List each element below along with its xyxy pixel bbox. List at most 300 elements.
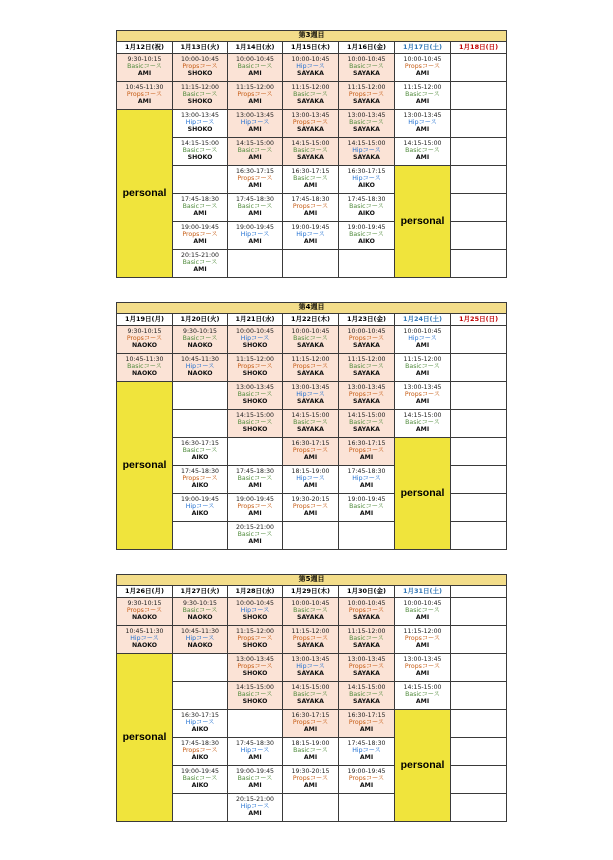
slot-course: Basicコース: [405, 607, 440, 615]
class-slot[interactable]: [339, 766, 395, 794]
day-header: [451, 586, 507, 598]
slot-instructor: SAYAKA: [297, 669, 324, 677]
slot-time: 10:00-10:45: [291, 600, 330, 608]
slot-instructor: AMI: [248, 781, 262, 789]
day-header: 1月26日(月): [117, 586, 173, 598]
empty-slot: [451, 766, 507, 794]
empty-slot: [451, 110, 507, 138]
class-slot[interactable]: [173, 138, 228, 166]
slot-instructor: AMI: [248, 97, 262, 105]
class-slot[interactable]: [283, 326, 339, 354]
empty-slot: [451, 626, 507, 654]
personal-block: personal: [395, 438, 451, 550]
class-slot[interactable]: [339, 326, 395, 354]
class-slot[interactable]: [283, 166, 339, 194]
slot-course: Propsコース: [292, 635, 329, 643]
slot-course: Propsコース: [292, 503, 329, 511]
day-header: 1月14日(水): [228, 42, 283, 54]
slot-course: Basicコース: [293, 691, 328, 699]
slot-instructor: AMI: [415, 97, 430, 105]
slot-time: 19:00-19:45: [347, 224, 386, 232]
slot-time: 18:15-19:00: [291, 468, 330, 476]
slot-course: Propsコース: [348, 91, 385, 99]
class-slot[interactable]: [283, 82, 339, 110]
class-slot[interactable]: [395, 110, 451, 138]
class-slot[interactable]: [173, 738, 228, 766]
slot-instructor: AMI: [415, 697, 430, 705]
slot-time: 14:15-15:00: [347, 412, 386, 420]
class-slot[interactable]: [283, 654, 339, 682]
slot-instructor: SHOKO: [242, 369, 268, 377]
slot-instructor: SHOKO: [242, 341, 268, 349]
class-slot[interactable]: [339, 654, 395, 682]
slot-course: Basicコース: [405, 147, 440, 155]
class-slot[interactable]: [228, 166, 283, 194]
day-header: 1月25日(日): [451, 314, 507, 326]
slot-course: Basicコース: [182, 447, 218, 455]
class-slot[interactable]: [339, 682, 395, 710]
week-title: 第5週目: [117, 575, 507, 586]
class-slot[interactable]: [173, 222, 228, 250]
slot-instructor: AMI: [137, 69, 152, 77]
empty-slot: [451, 382, 507, 410]
class-slot[interactable]: [339, 710, 395, 738]
class-slot[interactable]: [283, 710, 339, 738]
class-slot[interactable]: [228, 110, 283, 138]
slot-instructor: SAYAKA: [353, 341, 380, 349]
slot-instructor: SAYAKA: [297, 341, 324, 349]
slot-instructor: AMI: [303, 725, 318, 733]
slot-course: Basicコース: [182, 91, 218, 99]
slot-course: Propsコース: [404, 635, 441, 643]
slot-instructor: SAYAKA: [297, 697, 324, 705]
day-header: 1月29日(木): [283, 586, 339, 598]
class-slot[interactable]: [339, 82, 395, 110]
slot-time: 14:15-15:00: [291, 684, 330, 692]
class-slot[interactable]: [228, 410, 283, 438]
slot-time: 9:30-10:15: [127, 328, 162, 336]
empty-slot: [451, 466, 507, 494]
class-slot[interactable]: [117, 598, 173, 626]
class-slot[interactable]: [395, 138, 451, 166]
class-slot[interactable]: [339, 54, 395, 82]
slot-time: 17:45-18:30: [347, 468, 386, 476]
slot-instructor: AMI: [415, 669, 430, 677]
slot-instructor: SAYAKA: [297, 425, 324, 433]
class-slot[interactable]: [228, 138, 283, 166]
slot-course: Propsコース: [348, 663, 385, 671]
class-slot[interactable]: [173, 494, 228, 522]
slot-time: 16:30-17:15: [291, 712, 330, 720]
class-slot[interactable]: [173, 354, 228, 382]
class-slot[interactable]: [283, 738, 339, 766]
class-slot[interactable]: [117, 326, 173, 354]
class-slot[interactable]: [395, 54, 451, 82]
slot-time: 19:00-19:45: [291, 224, 330, 232]
slot-course: Hipコース: [296, 391, 325, 399]
slot-course: Basicコース: [237, 775, 273, 783]
week-4-schedule: [116, 302, 507, 550]
slot-instructor: AMI: [415, 641, 430, 649]
slot-instructor: AMI: [248, 509, 262, 517]
class-slot[interactable]: [173, 438, 228, 466]
slot-course: Propsコース: [237, 175, 273, 183]
slot-course: Propsコース: [292, 363, 329, 371]
slot-time: 19:30-20:15: [291, 496, 330, 504]
class-slot[interactable]: [339, 222, 395, 250]
slot-time: 11:15-12:00: [236, 84, 274, 92]
slot-time: 19:00-19:45: [236, 224, 274, 232]
slot-instructor: SAYAKA: [353, 397, 380, 405]
slot-time: 16:30-17:15: [291, 168, 330, 176]
class-slot[interactable]: [283, 110, 339, 138]
slot-course: Propsコース: [292, 447, 329, 455]
slot-instructor: NAOKO: [131, 641, 157, 649]
empty-slot: [339, 522, 395, 550]
slot-time: 19:30-20:15: [291, 768, 330, 776]
slot-course: Propsコース: [126, 335, 163, 343]
day-header: 1月17日(土): [395, 42, 451, 54]
class-slot[interactable]: [339, 626, 395, 654]
class-slot[interactable]: [228, 654, 283, 682]
class-slot[interactable]: [283, 138, 339, 166]
slot-course: Propsコース: [348, 391, 385, 399]
slot-instructor: SAYAKA: [353, 425, 380, 433]
class-slot[interactable]: [339, 110, 395, 138]
class-slot[interactable]: [283, 438, 339, 466]
slot-time: 13:00-13:45: [347, 656, 386, 664]
slot-time: 14:15-15:00: [347, 140, 386, 148]
slot-course: Basicコース: [293, 175, 328, 183]
slot-course: Propsコース: [292, 203, 329, 211]
slot-time: 9:30-10:15: [183, 600, 217, 608]
class-slot[interactable]: [339, 138, 395, 166]
class-slot[interactable]: [228, 466, 283, 494]
class-slot[interactable]: [173, 598, 228, 626]
empty-slot: [451, 54, 507, 82]
class-slot[interactable]: [228, 194, 283, 222]
slot-time: 19:00-19:45: [236, 496, 274, 504]
slot-instructor: SAYAKA: [353, 97, 380, 105]
slot-time: 10:00-10:45: [181, 56, 219, 64]
class-slot[interactable]: [395, 682, 451, 710]
slot-course: Hipコース: [408, 335, 437, 343]
slot-instructor: AMI: [248, 209, 262, 217]
slot-course: Propsコース: [182, 475, 218, 483]
slot-time: 11:15-12:00: [347, 84, 386, 92]
class-slot[interactable]: [173, 710, 228, 738]
class-slot[interactable]: [339, 194, 395, 222]
class-slot[interactable]: [283, 626, 339, 654]
class-slot[interactable]: [173, 82, 228, 110]
class-slot[interactable]: [339, 354, 395, 382]
slot-instructor: AIKO: [191, 509, 209, 517]
slot-instructor: AMI: [303, 509, 318, 517]
empty-slot: [451, 794, 507, 822]
empty-slot: [451, 250, 507, 278]
class-slot[interactable]: [395, 382, 451, 410]
slot-time: 10:45-11:30: [181, 356, 219, 364]
slot-course: Basicコース: [349, 419, 384, 427]
day-header: 1月16日(金): [339, 42, 395, 54]
slot-time: 11:15-12:00: [291, 84, 330, 92]
slot-course: Propsコース: [126, 91, 163, 99]
slot-instructor: SHOKO: [187, 69, 213, 77]
class-slot[interactable]: [228, 382, 283, 410]
slot-instructor: NAOKO: [187, 369, 213, 377]
day-header: 1月18日(日): [451, 42, 507, 54]
slot-time: 14:15-15:00: [291, 412, 330, 420]
slot-instructor: SHOKO: [242, 697, 268, 705]
slot-course: Basicコース: [405, 91, 440, 99]
slot-time: 10:45-11:30: [125, 356, 164, 364]
slot-course: Basicコース: [237, 419, 273, 427]
empty-slot: [451, 654, 507, 682]
slot-course: Basicコース: [293, 147, 328, 155]
slot-instructor: SAYAKA: [353, 697, 380, 705]
class-slot[interactable]: [339, 598, 395, 626]
class-slot[interactable]: [283, 410, 339, 438]
empty-slot: [451, 522, 507, 550]
class-slot[interactable]: [228, 326, 283, 354]
class-slot[interactable]: [395, 598, 451, 626]
slot-course: Hipコース: [240, 119, 270, 127]
slot-instructor: SAYAKA: [297, 153, 324, 161]
slot-time: 19:00-19:45: [181, 768, 219, 776]
class-slot[interactable]: [283, 466, 339, 494]
class-slot[interactable]: [283, 354, 339, 382]
slot-time: 14:15-15:00: [236, 684, 274, 692]
empty-slot: [451, 354, 507, 382]
empty-slot: [173, 682, 228, 710]
slot-instructor: AIKO: [191, 725, 209, 733]
slot-time: 19:00-19:45: [347, 768, 386, 776]
class-slot[interactable]: [117, 82, 173, 110]
class-slot[interactable]: [228, 682, 283, 710]
slot-time: 11:15-12:00: [347, 356, 386, 364]
empty-slot: [173, 410, 228, 438]
class-slot[interactable]: [117, 354, 173, 382]
slot-course: Hipコース: [408, 119, 437, 127]
class-slot[interactable]: [228, 354, 283, 382]
slot-instructor: AMI: [248, 753, 262, 761]
slot-instructor: SHOKO: [187, 97, 213, 105]
slot-course: Propsコース: [237, 635, 273, 643]
slot-instructor: AMI: [193, 209, 207, 217]
slot-course: Hipコース: [352, 475, 381, 483]
slot-instructor: NAOKO: [187, 613, 213, 621]
slot-instructor: AMI: [415, 397, 430, 405]
slot-course: Basicコース: [237, 63, 273, 71]
slot-course: Propsコース: [404, 391, 441, 399]
class-slot[interactable]: [117, 626, 173, 654]
slot-time: 11:15-12:00: [403, 84, 442, 92]
slot-course: Propsコース: [182, 231, 218, 239]
class-slot[interactable]: [173, 466, 228, 494]
slot-time: 13:00-13:45: [236, 384, 274, 392]
slot-instructor: AIKO: [191, 481, 209, 489]
class-slot[interactable]: [228, 598, 283, 626]
empty-slot: [451, 194, 507, 222]
class-slot[interactable]: [283, 766, 339, 794]
day-header: 1月23日(金): [339, 314, 395, 326]
class-slot[interactable]: [228, 82, 283, 110]
class-slot[interactable]: [283, 222, 339, 250]
slot-course: Basicコース: [293, 747, 328, 755]
class-slot[interactable]: [395, 82, 451, 110]
personal-block: personal: [117, 382, 173, 550]
slot-instructor: AMI: [248, 481, 262, 489]
class-slot[interactable]: [173, 250, 228, 278]
slot-course: Hipコース: [352, 147, 381, 155]
slot-time: 10:45-11:30: [125, 628, 164, 636]
slot-course: Basicコース: [127, 63, 162, 71]
empty-slot: [283, 794, 339, 822]
class-slot[interactable]: [228, 522, 283, 550]
slot-course: Hipコース: [185, 635, 215, 643]
slot-time: 19:00-19:45: [181, 224, 219, 232]
class-slot[interactable]: [228, 794, 283, 822]
slot-time: 10:00-10:45: [347, 328, 386, 336]
slot-time: 10:00-10:45: [347, 600, 386, 608]
slot-instructor: NAOKO: [131, 341, 157, 349]
class-slot[interactable]: [173, 110, 228, 138]
slot-course: Hipコース: [296, 475, 325, 483]
class-slot[interactable]: [339, 438, 395, 466]
slot-course: Basicコース: [182, 203, 218, 211]
class-slot[interactable]: [395, 654, 451, 682]
slot-instructor: AMI: [415, 613, 430, 621]
slot-instructor: SAYAKA: [297, 69, 324, 77]
slot-course: Basicコース: [237, 203, 273, 211]
class-slot[interactable]: [339, 166, 395, 194]
day-header: 1月30日(金): [339, 586, 395, 598]
slot-instructor: SAYAKA: [353, 369, 380, 377]
class-slot[interactable]: [228, 494, 283, 522]
empty-slot: [451, 438, 507, 466]
slot-time: 13:00-13:45: [291, 384, 330, 392]
slot-instructor: AMI: [303, 181, 318, 189]
slot-course: Hipコース: [240, 747, 270, 755]
class-slot[interactable]: [283, 598, 339, 626]
slot-time: 18:15-19:00: [291, 740, 330, 748]
slot-course: Propsコース: [404, 663, 441, 671]
slot-course: Hipコース: [352, 747, 381, 755]
slot-time: 13:00-13:45: [236, 656, 274, 664]
slot-time: 9:30-10:15: [127, 56, 162, 64]
class-slot[interactable]: [339, 466, 395, 494]
class-slot[interactable]: [283, 382, 339, 410]
slot-instructor: AMI: [303, 237, 318, 245]
class-slot[interactable]: [395, 326, 451, 354]
slot-instructor: AMI: [359, 781, 374, 789]
slot-instructor: AMI: [303, 453, 318, 461]
slot-instructor: SAYAKA: [353, 125, 380, 133]
class-slot[interactable]: [228, 222, 283, 250]
slot-course: Basicコース: [237, 531, 273, 539]
slot-time: 9:30-10:15: [127, 600, 162, 608]
slot-time: 14:15-15:00: [181, 140, 219, 148]
slot-course: Hipコース: [240, 231, 270, 239]
personal-block: personal: [117, 654, 173, 822]
personal-block: personal: [395, 710, 451, 822]
class-slot[interactable]: [173, 54, 228, 82]
class-slot[interactable]: [117, 54, 173, 82]
slot-course: Basicコース: [293, 91, 328, 99]
class-slot[interactable]: [339, 738, 395, 766]
class-slot[interactable]: [339, 382, 395, 410]
empty-slot: [451, 710, 507, 738]
slot-time: 16:30-17:15: [181, 440, 219, 448]
slot-course: Basicコース: [405, 691, 440, 699]
class-slot[interactable]: [395, 354, 451, 382]
slot-course: Basicコース: [182, 259, 218, 267]
slot-time: 16:30-17:15: [347, 712, 386, 720]
slot-instructor: SAYAKA: [297, 397, 324, 405]
slot-time: 17:45-18:30: [236, 740, 274, 748]
class-slot[interactable]: [283, 194, 339, 222]
class-slot[interactable]: [283, 494, 339, 522]
empty-slot: [451, 166, 507, 194]
empty-slot: [451, 410, 507, 438]
slot-time: 14:15-15:00: [403, 140, 442, 148]
class-slot[interactable]: [173, 626, 228, 654]
slot-course: Propsコース: [292, 119, 329, 127]
slot-time: 13:00-13:45: [347, 112, 386, 120]
slot-course: Propsコース: [348, 775, 385, 783]
slot-instructor: AMI: [193, 237, 207, 245]
slot-time: 13:00-13:45: [403, 656, 442, 664]
slot-course: Basicコース: [349, 691, 384, 699]
slot-time: 11:15-12:00: [291, 356, 330, 364]
class-slot[interactable]: [339, 494, 395, 522]
slot-instructor: AMI: [415, 69, 430, 77]
class-slot[interactable]: [283, 54, 339, 82]
slot-time: 16:30-17:15: [291, 440, 330, 448]
slot-time: 11:15-12:00: [347, 628, 386, 636]
class-slot[interactable]: [173, 326, 228, 354]
day-header: 1月21日(水): [228, 314, 283, 326]
class-slot[interactable]: [339, 410, 395, 438]
slot-instructor: AMI: [303, 209, 318, 217]
slot-time: 10:00-10:45: [291, 328, 330, 336]
slot-time: 20:15-21:00: [181, 252, 219, 260]
day-header: 1月20日(火): [173, 314, 228, 326]
slot-time: 16:30-17:15: [236, 168, 274, 176]
class-slot[interactable]: [395, 626, 451, 654]
slot-time: 17:45-18:30: [181, 740, 219, 748]
slot-instructor: AMI: [359, 753, 374, 761]
slot-course: Basicコース: [182, 147, 218, 155]
empty-slot: [451, 222, 507, 250]
class-slot[interactable]: [228, 54, 283, 82]
class-slot[interactable]: [283, 682, 339, 710]
slot-instructor: AMI: [303, 753, 318, 761]
day-header: 1月31日(土): [395, 586, 451, 598]
slot-time: 13:00-13:45: [291, 112, 330, 120]
class-slot[interactable]: [173, 766, 228, 794]
class-slot[interactable]: [395, 410, 451, 438]
class-slot[interactable]: [173, 194, 228, 222]
slot-time: 17:45-18:30: [236, 468, 274, 476]
class-slot[interactable]: [228, 738, 283, 766]
class-slot[interactable]: [228, 766, 283, 794]
slot-time: 16:30-17:15: [347, 440, 386, 448]
slot-course: Propsコース: [292, 775, 329, 783]
slot-instructor: AIKO: [191, 781, 209, 789]
slot-instructor: AMI: [303, 481, 318, 489]
class-slot[interactable]: [228, 626, 283, 654]
